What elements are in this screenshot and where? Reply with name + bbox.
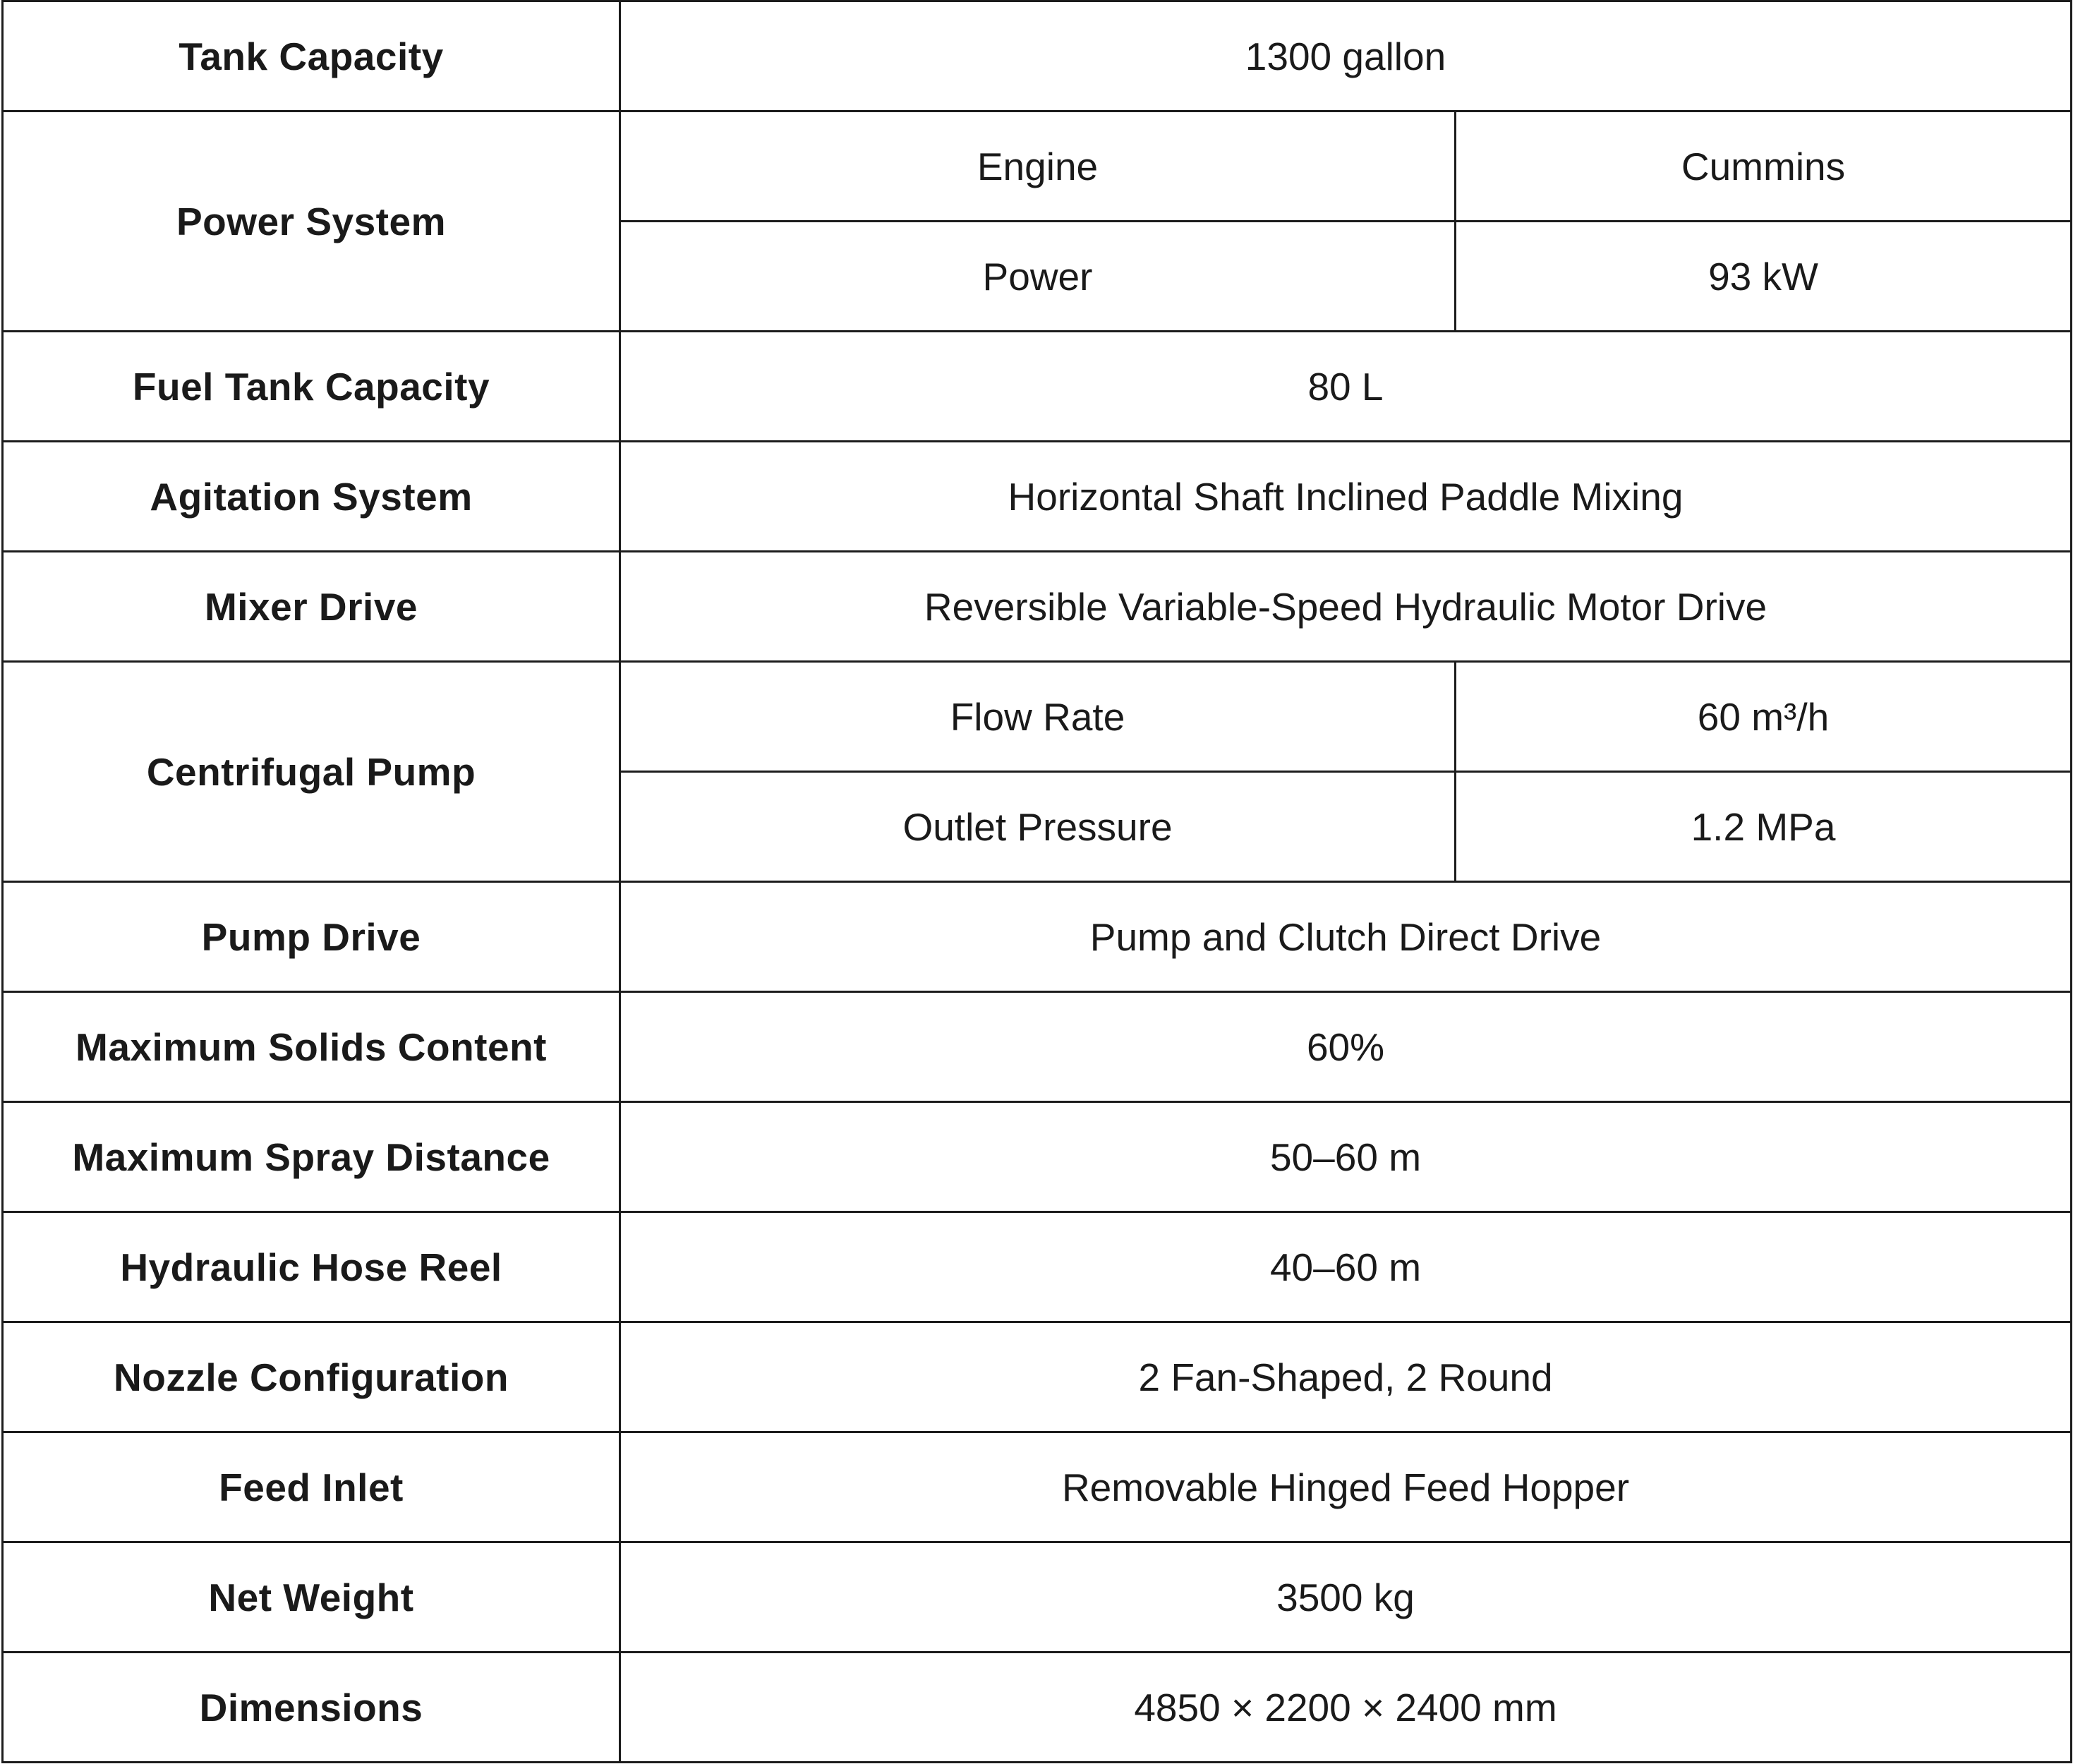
- sublabel-flow-rate: Flow Rate: [620, 662, 1456, 772]
- value-pump-drive: Pump and Clutch Direct Drive: [620, 882, 2072, 992]
- row-max-solids-content: [3, 992, 2072, 1102]
- row-tank-capacity: [3, 1, 2072, 111]
- label-power-system: Power System: [3, 111, 620, 332]
- sublabel-outlet-pressure: Outlet Pressure: [620, 772, 1456, 882]
- specification-table: [1, 0, 2072, 1763]
- value-hydraulic-hose-reel: 40–60 m: [620, 1212, 2072, 1322]
- label-fuel-tank-capacity: Fuel Tank Capacity: [3, 332, 620, 442]
- row-dimensions: [3, 1653, 2072, 1763]
- row-mixer-drive: [3, 552, 2072, 662]
- label-centrifugal-pump: Centrifugal Pump: [3, 662, 620, 882]
- label-agitation-system: Agitation System: [3, 442, 620, 552]
- label-dimensions: Dimensions: [3, 1653, 620, 1763]
- value-dimensions: 4850 × 2200 × 2400 mm: [620, 1653, 2072, 1763]
- value-net-weight: 3500 kg: [620, 1542, 2072, 1653]
- row-nozzle-configuration: [3, 1322, 2072, 1432]
- value-max-spray-distance: 50–60 m: [620, 1102, 2072, 1212]
- value-flow-rate: 60 m³/h: [1456, 662, 2072, 772]
- value-tank-capacity: 1300 gallon: [620, 1, 2072, 111]
- value-fuel-tank-capacity: 80 L: [620, 332, 2072, 442]
- label-nozzle-configuration: Nozzle Configuration: [3, 1322, 620, 1432]
- sublabel-power: Power: [620, 222, 1456, 332]
- row-feed-inlet: [3, 1432, 2072, 1542]
- value-power: 93 kW: [1456, 222, 2072, 332]
- label-tank-capacity: Tank Capacity: [3, 1, 620, 111]
- label-mixer-drive: Mixer Drive: [3, 552, 620, 662]
- value-outlet-pressure: 1.2 MPa: [1456, 772, 2072, 882]
- label-feed-inlet: Feed Inlet: [3, 1432, 620, 1542]
- value-agitation-system: Horizontal Shaft Inclined Paddle Mixing: [620, 442, 2072, 552]
- value-max-solids-content: 60%: [620, 992, 2072, 1102]
- row-fuel-tank-capacity: [3, 332, 2072, 442]
- value-mixer-drive: Reversible Variable-Speed Hydraulic Motor Drive: [620, 552, 2072, 662]
- label-net-weight: Net Weight: [3, 1542, 620, 1653]
- row-power-system-engine: [3, 111, 2072, 222]
- row-max-spray-distance: [3, 1102, 2072, 1212]
- row-centrifugal-pump-flow: [3, 662, 2072, 772]
- value-engine: Cummins: [1456, 111, 2072, 222]
- row-agitation-system: [3, 442, 2072, 552]
- value-feed-inlet: Removable Hinged Feed Hopper: [620, 1432, 2072, 1542]
- label-hydraulic-hose-reel: Hydraulic Hose Reel: [3, 1212, 620, 1322]
- value-nozzle-configuration: 2 Fan-Shaped, 2 Round: [620, 1322, 2072, 1432]
- row-net-weight: [3, 1542, 2072, 1653]
- sublabel-engine: Engine: [620, 111, 1456, 222]
- label-pump-drive: Pump Drive: [3, 882, 620, 992]
- row-hydraulic-hose-reel: [3, 1212, 2072, 1322]
- label-max-spray-distance: Maximum Spray Distance: [3, 1102, 620, 1212]
- label-max-solids-content: Maximum Solids Content: [3, 992, 620, 1102]
- row-pump-drive: [3, 882, 2072, 992]
